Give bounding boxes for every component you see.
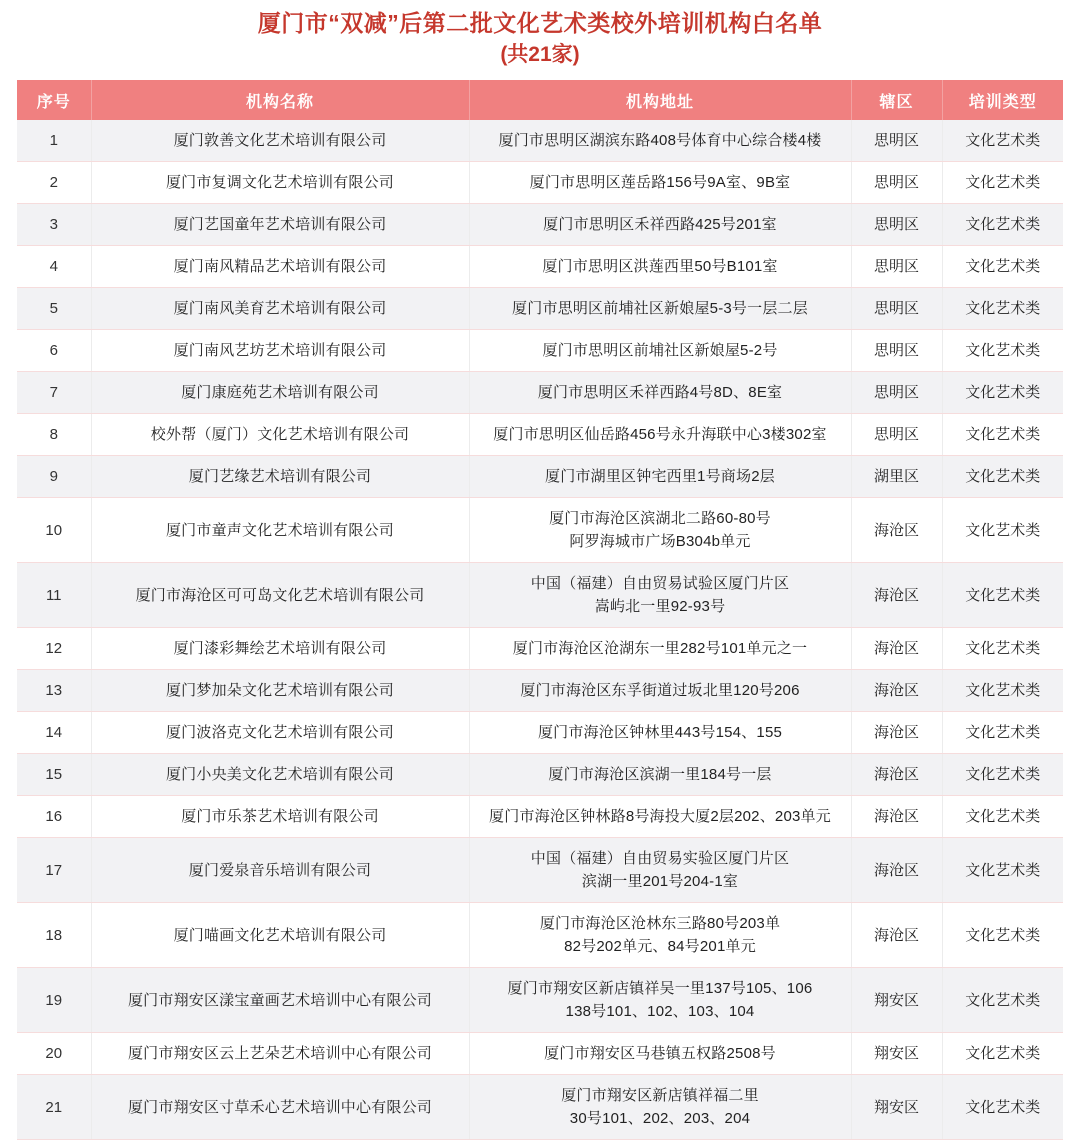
cell-index: 8 [17,414,91,456]
cell-index: 19 [17,968,91,1033]
cell-training-type: 文化艺术类 [942,628,1063,670]
table-row [17,628,1063,670]
table-row [17,968,1063,1033]
cell-index: 2 [17,162,91,204]
table-row [17,162,1063,204]
cell-district: 海沧区 [851,498,942,563]
address-line: 嵩屿北一里92-93号 [594,598,726,615]
cell-index: 17 [17,838,91,903]
cell-district: 海沧区 [851,563,942,628]
address-line: 厦门市翔安区新店镇祥福二里 [561,1087,759,1104]
cell-training-type: 文化艺术类 [942,330,1063,372]
cell-district: 翔安区 [851,1033,942,1075]
cell-district: 湖里区 [851,456,942,498]
cell-institution-name: 厦门波洛克文化艺术培训有限公司 [91,712,469,754]
address-line: 厦门市思明区莲岳路156号9A室、9B室 [529,174,791,191]
whitelist-table [17,80,1063,1140]
table-row [17,414,1063,456]
cell-training-type: 文化艺术类 [942,204,1063,246]
cell-training-type: 文化艺术类 [942,712,1063,754]
cell-district: 海沧区 [851,903,942,968]
table-row [17,120,1063,162]
table-row [17,903,1063,968]
table-row [17,838,1063,903]
cell-index: 6 [17,330,91,372]
cell-institution-address [469,246,851,288]
cell-index: 16 [17,796,91,838]
table-header-row [17,80,1063,120]
cell-training-type: 文化艺术类 [942,162,1063,204]
cell-index: 21 [17,1075,91,1140]
cell-training-type: 文化艺术类 [942,1075,1063,1140]
cell-institution-name: 厦门南风精品艺术培训有限公司 [91,246,469,288]
cell-institution-address [469,754,851,796]
table-row [17,1075,1063,1140]
address-line: 厦门市海沧区钟林路8号海投大厦2层202、203单元 [489,808,831,825]
cell-district: 思明区 [851,204,942,246]
col-header-district: 辖区 [851,80,942,120]
cell-institution-address [469,628,851,670]
cell-index: 13 [17,670,91,712]
table-row [17,670,1063,712]
cell-district: 海沧区 [851,838,942,903]
cell-index: 20 [17,1033,91,1075]
cell-training-type: 文化艺术类 [942,903,1063,968]
cell-index: 11 [17,563,91,628]
cell-training-type: 文化艺术类 [942,796,1063,838]
cell-institution-name: 厦门市翔安区云上艺朵艺术培训中心有限公司 [91,1033,469,1075]
cell-training-type: 文化艺术类 [942,1033,1063,1075]
cell-index: 4 [17,246,91,288]
cell-institution-name: 厦门艺缘艺术培训有限公司 [91,456,469,498]
cell-institution-name: 厦门喵画文化艺术培训有限公司 [91,903,469,968]
cell-index: 9 [17,456,91,498]
cell-institution-address [469,838,851,903]
address-line: 厦门市海沧区钟林里443号154、155 [537,724,783,741]
address-line: 厦门市翔安区马巷镇五权路2508号 [544,1045,776,1062]
table-row [17,246,1063,288]
cell-institution-address [469,968,851,1033]
cell-index: 5 [17,288,91,330]
cell-institution-address [469,712,851,754]
cell-index: 14 [17,712,91,754]
cell-index: 18 [17,903,91,968]
cell-district: 思明区 [851,414,942,456]
cell-training-type: 文化艺术类 [942,498,1063,563]
cell-institution-name: 厦门康庭苑艺术培训有限公司 [91,372,469,414]
cell-district: 思明区 [851,330,942,372]
cell-institution-address [469,903,851,968]
cell-index: 1 [17,120,91,162]
address-line: 厦门市思明区前埔社区新娘屋5-2号 [542,342,778,359]
cell-district: 思明区 [851,246,942,288]
address-line: 厦门市湖里区钟宅西里1号商场2层 [545,468,775,485]
cell-institution-name: 厦门漆彩舞绘艺术培训有限公司 [91,628,469,670]
cell-institution-name: 厦门敦善文化艺术培训有限公司 [91,120,469,162]
address-line: 厦门市海沧区滨湖一里184号一层 [548,766,772,783]
address-line: 厦门市思明区禾祥西路425号201室 [543,216,777,233]
table-body [17,120,1063,1140]
cell-institution-name: 厦门梦加朵文化艺术培训有限公司 [91,670,469,712]
table-row [17,712,1063,754]
cell-institution-address [469,498,851,563]
cell-district: 海沧区 [851,754,942,796]
cell-institution-address [469,563,851,628]
address-line: 厦门市思明区仙岳路456号永升海联中心3楼302室 [493,426,827,443]
cell-institution-name: 厦门市复调文化艺术培训有限公司 [91,162,469,204]
cell-index: 7 [17,372,91,414]
address-line: 30号101、202、203、204 [569,1110,751,1127]
cell-institution-address [469,372,851,414]
address-line: 138号101、102、103、104 [565,1003,755,1020]
page-title-block [0,0,1080,69]
cell-training-type: 文化艺术类 [942,288,1063,330]
table-row [17,288,1063,330]
cell-district: 海沧区 [851,796,942,838]
address-line: 滨湖一里201号204-1室 [581,873,739,890]
table-head [17,80,1063,120]
cell-institution-name: 厦门艺国童年艺术培训有限公司 [91,204,469,246]
address-line: 厦门市思明区前埔社区新娘屋5-3号一层二层 [512,300,808,317]
address-line: 厦门市思明区洪莲西里50号B101室 [542,258,778,275]
cell-index: 3 [17,204,91,246]
col-header-index: 序号 [17,80,91,120]
cell-district: 思明区 [851,162,942,204]
cell-institution-address [469,120,851,162]
cell-training-type: 文化艺术类 [942,838,1063,903]
address-line: 厦门市海沧区东孚街道过坂北里120号206 [520,682,800,699]
table-row [17,796,1063,838]
cell-institution-address [469,796,851,838]
cell-institution-address [469,1075,851,1140]
cell-district: 思明区 [851,288,942,330]
cell-institution-name: 厦门市翔安区寸草禾心艺术培训中心有限公司 [91,1075,469,1140]
whitelist-table-wrap [17,80,1063,1140]
cell-institution-name: 厦门小央美文化艺术培训有限公司 [91,754,469,796]
table-row [17,330,1063,372]
cell-training-type: 文化艺术类 [942,670,1063,712]
page-subtitle: (共21家) [500,43,580,66]
address-line: 厦门市海沧区滨湖北二路60-80号 [549,510,771,527]
table-row [17,498,1063,563]
cell-training-type: 文化艺术类 [942,414,1063,456]
table-row [17,456,1063,498]
table-row [17,372,1063,414]
cell-district: 海沧区 [851,670,942,712]
address-line: 82号202单元、84号201单元 [564,938,756,955]
cell-institution-address [469,670,851,712]
cell-index: 15 [17,754,91,796]
address-line: 阿罗海城市广场B304b单元 [569,533,751,550]
cell-index: 10 [17,498,91,563]
table-row [17,1033,1063,1075]
table-row [17,563,1063,628]
cell-institution-address [469,162,851,204]
cell-district: 思明区 [851,372,942,414]
cell-institution-name: 厦门爱泉音乐培训有限公司 [91,838,469,903]
address-line: 厦门市思明区禾祥西路4号8D、8E室 [537,384,783,401]
cell-institution-name: 厦门市翔安区漾宝童画艺术培训中心有限公司 [91,968,469,1033]
cell-district: 思明区 [851,120,942,162]
cell-institution-address [469,204,851,246]
cell-institution-name: 厦门市乐茶艺术培训有限公司 [91,796,469,838]
cell-institution-address [469,330,851,372]
address-line: 厦门市海沧区沧林东三路80号203单 [539,915,781,932]
cell-index: 12 [17,628,91,670]
cell-district: 翔安区 [851,968,942,1033]
col-header-name: 机构名称 [91,80,469,120]
address-line: 厦门市翔安区新店镇祥吴一里137号105、106 [507,980,813,997]
col-header-type: 培训类型 [942,80,1063,120]
cell-institution-name: 厦门南风艺坊艺术培训有限公司 [91,330,469,372]
cell-institution-name: 厦门市童声文化艺术培训有限公司 [91,498,469,563]
cell-training-type: 文化艺术类 [942,372,1063,414]
cell-training-type: 文化艺术类 [942,968,1063,1033]
cell-training-type: 文化艺术类 [942,120,1063,162]
cell-institution-name: 厦门南风美育艺术培训有限公司 [91,288,469,330]
address-line: 厦门市海沧区沧湖东一里282号101单元之一 [512,640,808,657]
table-row [17,754,1063,796]
address-line: 中国（福建）自由贸易实验区厦门片区 [530,850,790,867]
page-title: 厦门市“双减”后第二批文化艺术类校外培训机构白名单 [257,10,823,36]
cell-training-type: 文化艺术类 [942,456,1063,498]
cell-training-type: 文化艺术类 [942,246,1063,288]
cell-training-type: 文化艺术类 [942,563,1063,628]
cell-district: 海沧区 [851,628,942,670]
cell-institution-address [469,1033,851,1075]
cell-institution-address [469,456,851,498]
cell-institution-name: 厦门市海沧区可可岛文化艺术培训有限公司 [91,563,469,628]
cell-district: 翔安区 [851,1075,942,1140]
cell-district: 海沧区 [851,712,942,754]
cell-institution-address [469,288,851,330]
table-row [17,204,1063,246]
col-header-address: 机构地址 [469,80,851,120]
cell-institution-address [469,414,851,456]
cell-institution-name: 校外帮（厦门）文化艺术培训有限公司 [91,414,469,456]
address-line: 厦门市思明区湖滨东路408号体育中心综合楼4楼 [498,132,822,149]
address-line: 中国（福建）自由贸易试验区厦门片区 [530,575,790,592]
cell-training-type: 文化艺术类 [942,754,1063,796]
